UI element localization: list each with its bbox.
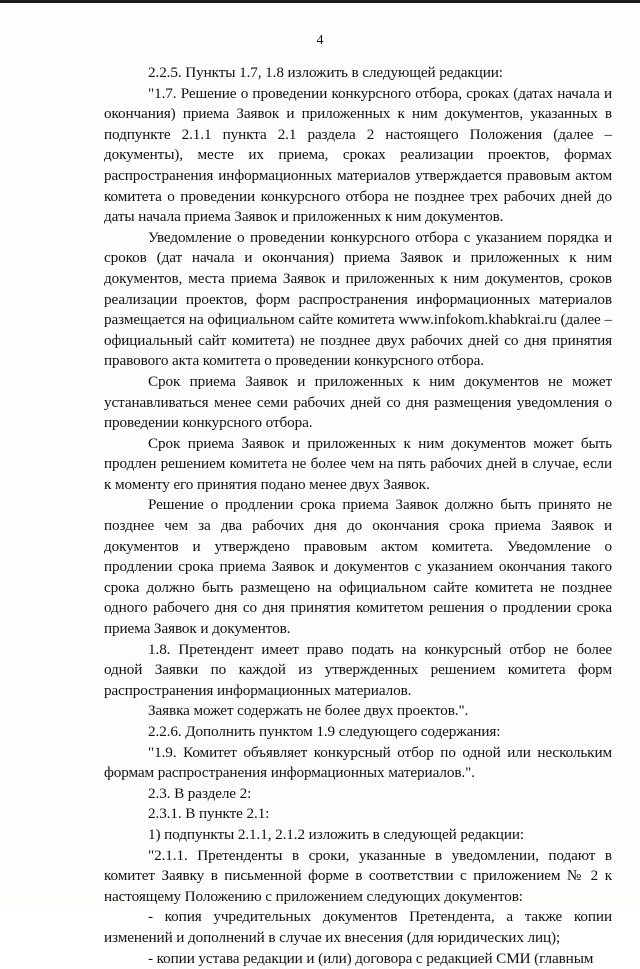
document-body	[104, 63, 612, 969]
paragraph: 1.8. Претендент имеет право подать на конкурсный отбор не более одной Заявки по каждой из утвержденных решением комитета форм распространения информационных материалов.	[104, 640, 612, 699]
paragraph: Срок приема Заявок и приложенных к ним документов не может устанавливаться менее семи рабочих дней со дня размещения уведомления о проведении конкурсного отбора.	[104, 372, 612, 432]
paragraph: Решение о продлении срока приема Заявок должно быть принято не позднее чем за два рабочих дня до окончания срока приема Заявок и документов и утверждено правовым актом комитета. Уведомление о продлении срока приема Заявок и документов с указанием окончания такого срока должно быть размещено на официальном сайте комитета не позднее одного рабочего дня со дня принятия комитетом решения о продлении срока приема Заявок и документов.	[104, 496, 612, 638]
paragraph: Срок приема Заявок и приложенных к ним документов может быть продлен решением комитета не более чем на пять рабочих дней в случае, если к моменту его принятия подано менее двух Заявок.	[104, 434, 612, 493]
paragraph: "1.7. Решение о проведении конкурсного отбора, сроках (датах начала и окончания) приема Заявок и приложенных к ним документов, указанных в подпункте 2.1.1 пункта 2.1 раздела 2 настоящего Положения (далее – документы), месте их приема, сроках реализации проектов, формах распространения информационных материалов утверждается правовым актом комитета о проведении конкурсного отбора не позднее трех рабочих дней до даты начала приема Заявок и приложенных к ним документов.	[104, 84, 612, 226]
paragraph: Уведомление о проведении конкурсного отбора с указанием порядка и сроков (дат начала и окончания) приема Заявок и приложенных к ним документов, места приема Заявок и приложенных к ним документов, сроков реализации проектов, форм распространения информационных материалов размещается на официальном сайте комитета www.infokom.khabkrai.ru (далее – официальный сайт комитета) не позднее двух рабочих дней со дня принятия правового акта комитета о проведении конкурсного отбора.	[104, 228, 612, 370]
paragraph: "2.1.1. Претенденты в сроки, указанные в уведомлении, подают в комитет Заявку в письменной форме в соответствии с приложением № 2 к настоящему Положению с приложением следующих документов:	[104, 846, 612, 905]
paragraph: 2.2.5. Пункты 1.7, 1.8 изложить в следующей редакции:	[148, 64, 503, 81]
paragraph: - копии устава редакции и (или) договора с редакцией СМИ (главным	[148, 949, 594, 967]
scan-top-edge	[0, 0, 640, 3]
paragraph: 1) подпункты 2.1.1, 2.1.2 изложить в следующей редакции:	[148, 825, 525, 843]
paragraph: 2.3. В разделе 2:	[148, 784, 252, 802]
paragraph: 2.3.1. В пункте 2.1:	[148, 805, 270, 823]
paragraph: 2.2.6. Дополнить пунктом 1.9 следующего содержания:	[148, 723, 501, 740]
paragraph: - копия учредительных документов Претендента, а также копии изменений и дополнений в случае их внесения (для юридических лиц);	[104, 908, 612, 946]
page-number: 4	[316, 33, 324, 48]
paragraph: "1.9. Комитет объявляет конкурсный отбор по одной или нескольким формам распространения информационных материалов.".	[104, 743, 612, 782]
paragraph: Заявка может содержать не более двух проектов.".	[148, 702, 469, 720]
